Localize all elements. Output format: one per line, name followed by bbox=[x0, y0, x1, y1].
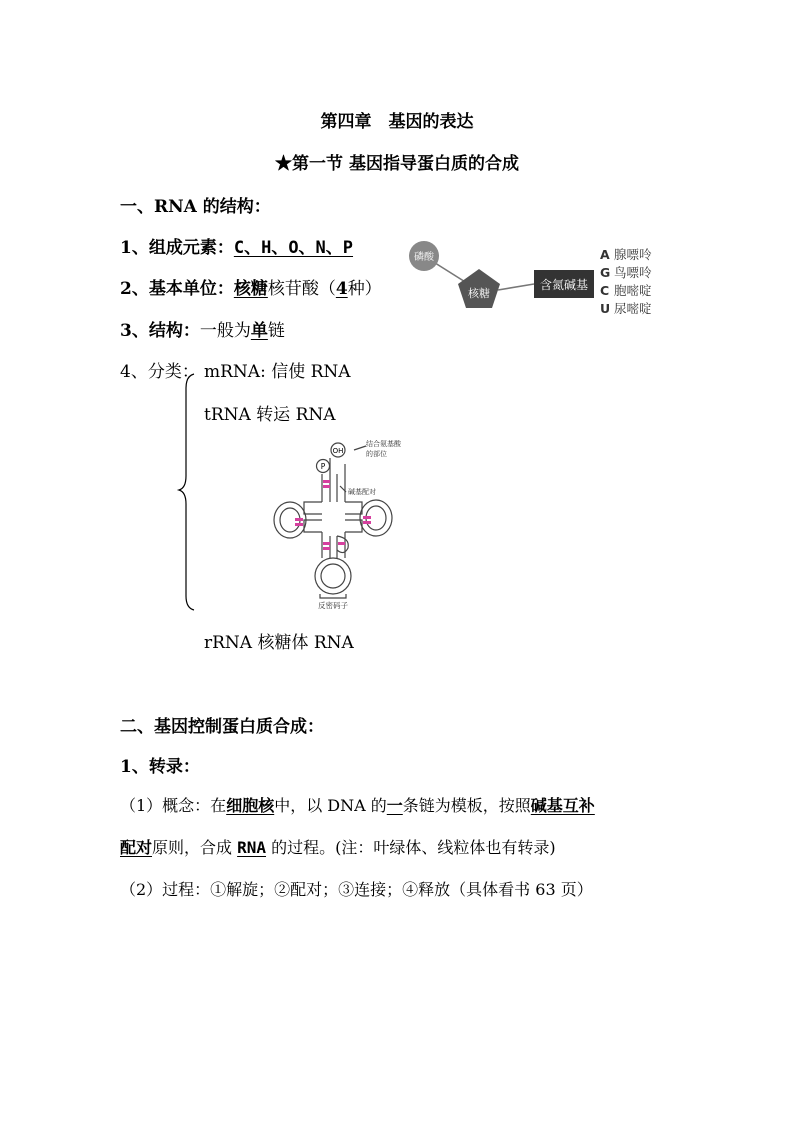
concept-c: 中，以 DNA 的 bbox=[274, 796, 387, 815]
item-unit-label: 2、基本单位： bbox=[120, 279, 234, 299]
ribose-label: 核糖 bbox=[468, 287, 490, 300]
transcription-heading: 1、转录： bbox=[120, 757, 200, 777]
classification-brace bbox=[176, 372, 200, 612]
base-u-letter: U bbox=[600, 301, 611, 316]
item-unit-rest1: 核苷酸（ bbox=[267, 279, 336, 299]
concept-h: 原则，合成 bbox=[152, 838, 238, 857]
item-structure-label: 3、结构： bbox=[120, 321, 200, 341]
item-classify-label: 4、分类： bbox=[120, 362, 199, 382]
concept-line-1 bbox=[120, 793, 595, 816]
phosphate-label: 磷酸 bbox=[414, 252, 434, 263]
p-label: P bbox=[320, 462, 326, 471]
item-structure-emph: 单 bbox=[250, 321, 268, 341]
base-g-letter: G bbox=[600, 265, 611, 280]
item-elements-label: 1、组成元素： bbox=[120, 238, 234, 258]
amino-site-label-1: 结合氨基酸 bbox=[366, 440, 401, 448]
concept-complementary: 碱基互补 bbox=[530, 796, 595, 815]
concept-a: （1）概念：在 bbox=[120, 796, 227, 815]
base-label: 含氮碱基 bbox=[539, 278, 589, 292]
base-pairing-label: 碱基配对 bbox=[348, 488, 376, 496]
item-elements-value: C、H、O、N、P bbox=[233, 238, 354, 258]
chapter-title: 第四章 基因的表达 bbox=[320, 112, 474, 132]
item-unit-emph: 核糖 bbox=[233, 279, 268, 299]
concept-j: 的过程。(注：叶绿体、线粒体也有转录) bbox=[266, 838, 556, 857]
part1-heading: 一、RNA 的结构： bbox=[120, 197, 271, 217]
item-elements bbox=[120, 233, 353, 258]
process-line: （2）过程：①解旋；②配对；③连接；④释放（具体看书 63 页） bbox=[120, 880, 593, 899]
item-structure-text1: 一般为 bbox=[199, 321, 251, 341]
base-c-letter: C bbox=[600, 283, 610, 298]
concept-line-2 bbox=[120, 835, 556, 858]
concept-pairing: 配对 bbox=[120, 838, 153, 857]
concept-one: 一 bbox=[386, 796, 403, 815]
base-c-name: 胞嘧啶 bbox=[614, 283, 652, 298]
concept-e: 条链为模板，按照 bbox=[402, 796, 531, 815]
base-a-letter: A bbox=[600, 247, 610, 262]
trna-line: tRNA 转运 RNA bbox=[204, 405, 336, 425]
item-unit bbox=[120, 274, 382, 299]
concept-rna: RNA bbox=[237, 838, 267, 857]
base-g-name: 鸟嘌呤 bbox=[614, 265, 652, 280]
trna-diagram bbox=[262, 436, 412, 614]
item-unit-rest2: 种） bbox=[347, 279, 382, 299]
base-a-name: 腺嘌呤 bbox=[614, 247, 652, 262]
nucleotide-diagram bbox=[400, 232, 670, 324]
rrna-line: rRNA 核糖体 RNA bbox=[204, 633, 354, 653]
mrna-line: mRNA: 信使 RNA bbox=[204, 362, 351, 382]
concept-nucleus: 细胞核 bbox=[226, 796, 275, 815]
amino-site-label-2: 的部位 bbox=[366, 450, 387, 458]
item-structure-text2: 链 bbox=[267, 321, 285, 341]
anticodon-label: 反密码子 bbox=[318, 601, 348, 610]
item-unit-count: 4 bbox=[335, 279, 348, 299]
base-u-name: 尿嘧啶 bbox=[614, 301, 652, 316]
oh-label: OH bbox=[332, 447, 344, 455]
item-structure bbox=[120, 316, 285, 341]
section-title: ★第一节 基因指导蛋白质的合成 bbox=[275, 154, 519, 174]
part2-heading: 二、基因控制蛋白质合成： bbox=[120, 717, 324, 737]
